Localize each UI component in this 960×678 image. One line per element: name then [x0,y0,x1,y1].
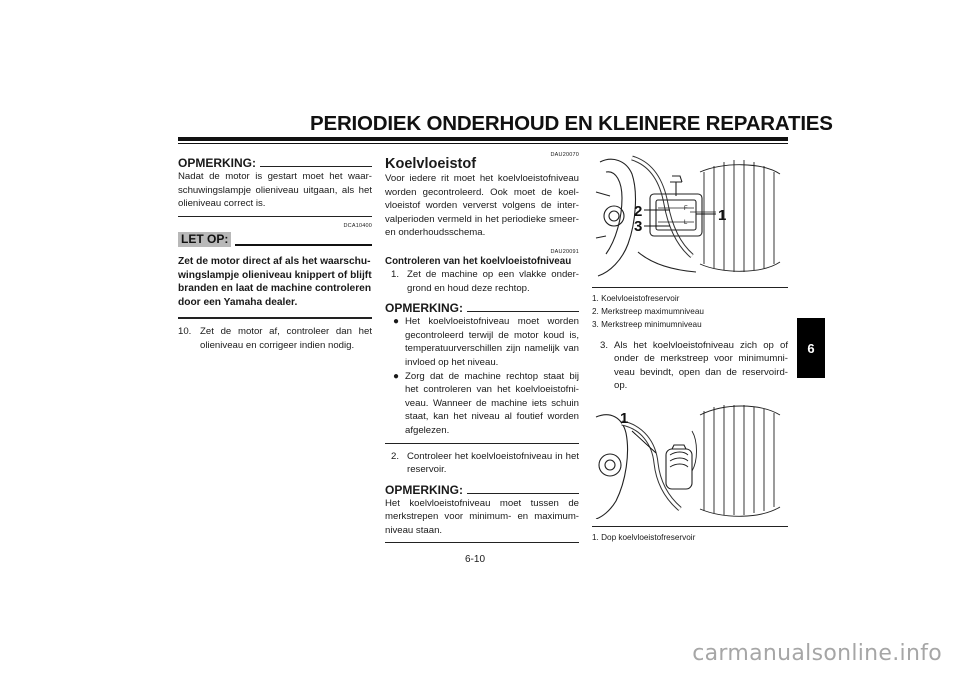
note-end-rule [385,542,579,543]
caution-label: LET OP: [178,232,231,247]
caution-heading [178,232,372,247]
figure-coolant-reservoir [592,152,782,285]
figure-caption: 2. Merkstreep maximumniveau [592,306,704,316]
figure-label: 3 [634,218,643,235]
section-title: Koelvloeistof [385,156,477,172]
note-heading-label: OPMERKING: [385,482,463,497]
page-title: PERIODIEK ONDERHOUD EN KLEINERE REPARATIES [310,112,833,135]
step-number: 10. [178,325,192,337]
caution-end-rule [178,317,372,319]
note-end-rule [178,216,372,217]
step-text: Zet de motor af, controleer dan het olieniveau en corrigeer indien nodig. [200,325,372,351]
caution-code: DCA10400 [343,222,372,229]
step-number: 1. [391,268,400,280]
note-heading-label: OPMERKING: [178,156,256,170]
step-text: Als het koelvloeistofniveau zich op of onder de merkstreep voor minimumni-veau bevindt, open dan de reservoird-op. [614,339,788,392]
caution-text: Zet de motor direct af als het waarschu-wingslampje olieniveau knippert of blijft branden en laat de machine controleren door een Yamaha dealer. [178,255,372,309]
engine-illustration-icon [592,152,782,280]
bullet-text: Zorg dat de machine rechtop staat bij het controleren van het koelvloeistofni-veau. Wanneer de machine iets schuin staat, kan het niveau al foutief worden afgelezen. [405,370,579,436]
step-3 [592,339,788,393]
step-number: 3. [600,339,609,351]
figure-caption: 3. Merkstreep minimumniveau [592,319,702,329]
subsection-title: Controleren van het koelvloeistofniveau [385,255,572,267]
note-text: Het koelvloeistofniveau moet tussen de merkstrepen voor minimum- en maximum-niveau staan. [385,497,579,536]
note-bullet [385,370,579,438]
note-bullet [385,315,579,369]
engine-illustration-icon [592,401,782,519]
step-text: Zet de machine op een vlakke onder-grond en houd deze rechtop. [407,268,579,294]
note-heading [178,156,372,170]
figure-label: 1 [718,207,727,224]
note-heading [385,301,579,315]
caption-rule [592,287,788,288]
title-rule-thin [178,143,788,144]
section-code: DAU20070 [550,152,579,158]
chapter-tab: 6 [797,318,825,378]
figure-label: 1 [620,409,629,427]
step-10 [178,325,372,352]
middle-column [385,152,579,549]
step-number: 2. [391,450,400,462]
figure-mark: F [684,206,688,212]
figure-label: 2 [634,203,643,220]
step-1 [385,268,579,295]
figure-mark: L [684,220,688,226]
figure-coolant-cap [592,401,782,524]
figure-caption: 1. Dop koelvloeistofreservoir [592,532,696,542]
note-heading-label: OPMERKING: [385,301,463,316]
note-end-rule [385,443,579,444]
note-text: Nadat de motor is gestart moet het waar-schuwingslampje olieniveau uitgaan, als het olieniveau correct is. [178,171,372,210]
step-text: Controleer het koelvloeistofniveau in het reservoir. [407,450,579,476]
caption-rule [592,526,788,527]
watermark: carmanualsonline.info [692,641,942,666]
subsection-code: DAU20091 [550,248,579,255]
title-rule [178,137,788,141]
left-column [178,152,372,352]
bullet-text: Het koelvloeistofniveau moet worden gecontroleerd terwijl de motor koud is, temperatuurverschillen zijn namelijk van invloed op het niveau. [405,316,579,368]
right-column [592,152,788,544]
bullet-icon: ● [393,370,400,382]
note-heading [385,483,579,497]
figure-caption: 1. Koelvloeistofreservoir [592,293,680,303]
page-number: 6-10 [464,554,485,565]
step-2 [385,450,579,477]
bullet-icon: ● [393,316,400,328]
section-intro: Voor iedere rit moet het koelvloeistofniveau worden gecontroleerd. Ook moet de koel-vloeistof worden ververst volgens de inter-valperioden vermeld in het periodieke smeer- en onderhoudsschema. [385,173,579,239]
